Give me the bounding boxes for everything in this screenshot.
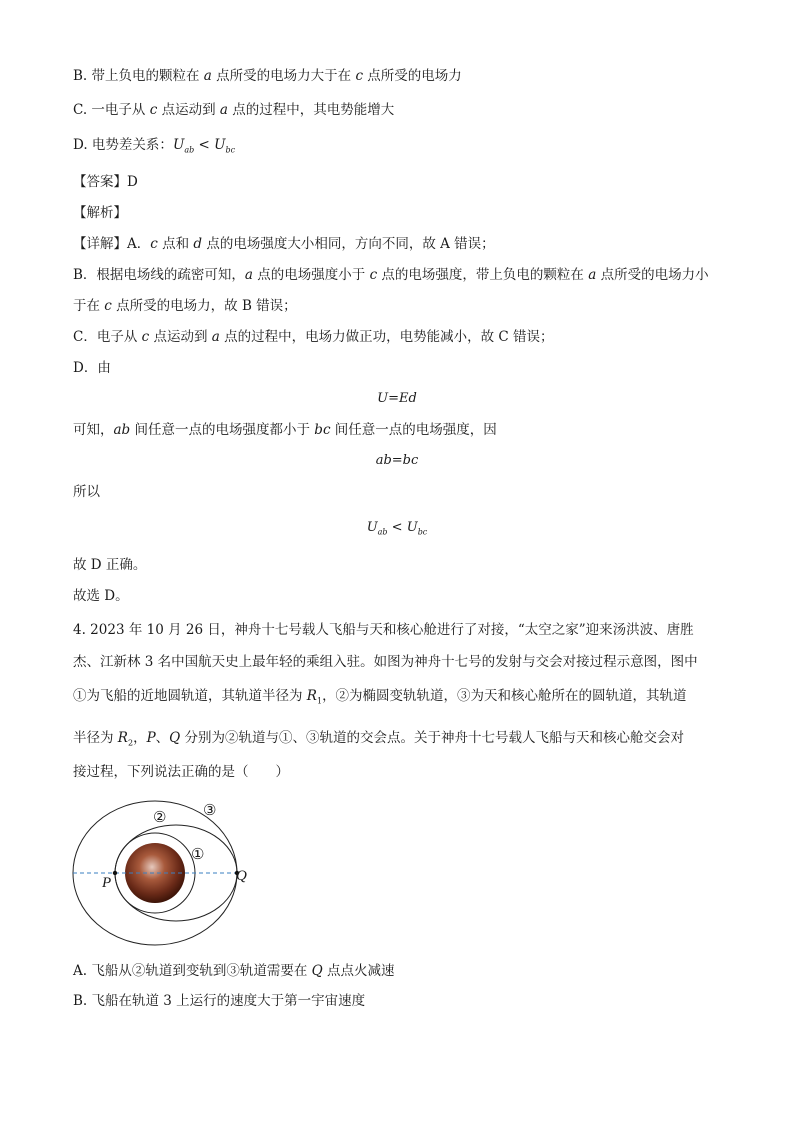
answer-label: 【答案】D xyxy=(73,174,138,190)
question-4-line-4: 半径为 $R_2$，P、Q 分别为②轨道与①、③轨道的交会点。关于神舟十七号载人飞船与天和核心舱交会对 xyxy=(73,730,685,748)
label-p: P xyxy=(102,875,112,891)
point-p xyxy=(113,871,117,875)
question-4-line-3: ①为飞船的近地圆轨道，其轨道半径为 $R_1$，②为椭圆变轨轨道，③为天和核心舱所在的圆轨道，其轨道 xyxy=(73,688,687,706)
label-orbit-3: ③ xyxy=(203,803,217,819)
label-q: Q xyxy=(236,868,247,884)
option-b: B. 带上负电的颗粒在 a 点所受的电场力大于在 c 点所受的电场力 xyxy=(73,68,462,84)
equation-uq-ed: U=Ed xyxy=(377,391,417,406)
option-d: D. 电势差关系：$U_{ab} < U_{bc}$ xyxy=(73,137,236,155)
detail-line-2: B．根据电场线的疏密可知，a 点的电场强度小于 c 点的电场强度，带上负电的颗粒在 a 点所受的电场力小 xyxy=(73,267,709,283)
detail-line-9: 故选 D。 xyxy=(73,588,129,604)
question-4-line-5: 接过程，下列说法正确的是（ ） xyxy=(73,764,289,780)
detail-line-5: D．由 xyxy=(73,360,111,376)
detail-line-4: C．电子从 c 点运动到 a 点的过程中，电场力做正功，电势能减小，故 C 错误； xyxy=(73,329,554,345)
detail-line-7: 所以 xyxy=(73,484,100,500)
question-4-line-2: 杰、江新林 3 名中国航天史上最年轻的乘组入驻。如图为神舟十七号的发射与交会对接过程示意图，图中 xyxy=(73,654,698,670)
equation-ab-bc: ab=bc xyxy=(375,453,419,468)
detail-line-3: 于在 c 点所受的电场力，故 B 错误； xyxy=(73,298,297,314)
option-c: C. 一电子从 c 点运动到 a 点的过程中，其电势能增大 xyxy=(73,102,395,118)
orbit-diagram xyxy=(60,795,260,955)
option-a-q4: A. 飞船从②轨道到变轨到③轨道需要在 Q 点点火减速 xyxy=(73,963,395,979)
option-b-q4: B. 飞船在轨道 3 上运行的速度大于第一宇宙速度 xyxy=(73,993,366,1009)
equation-uab-ubc: $U_{ab} < U_{bc}$ xyxy=(366,520,428,537)
analysis-label: 【解析】 xyxy=(73,205,127,221)
label-orbit-1: ① xyxy=(191,847,205,863)
question-4-line-1: 4. 2023 年 10 月 26 日，神舟十七号载人飞船与天和核心舱进行了对接，“太空之家”迎来汤洪波、唐胜 xyxy=(73,622,694,638)
detail-line-6: 可知，ab 间任意一点的电场强度都小于 bc 间任意一点的电场强度，因 xyxy=(73,422,497,438)
label-orbit-2: ② xyxy=(153,810,167,826)
detail-line-8: 故 D 正确。 xyxy=(73,557,147,573)
detail-line-1: 【详解】A．c 点和 d 点的电场强度大小相同，方向不同，故 A 错误； xyxy=(73,236,495,252)
earth xyxy=(125,843,185,903)
